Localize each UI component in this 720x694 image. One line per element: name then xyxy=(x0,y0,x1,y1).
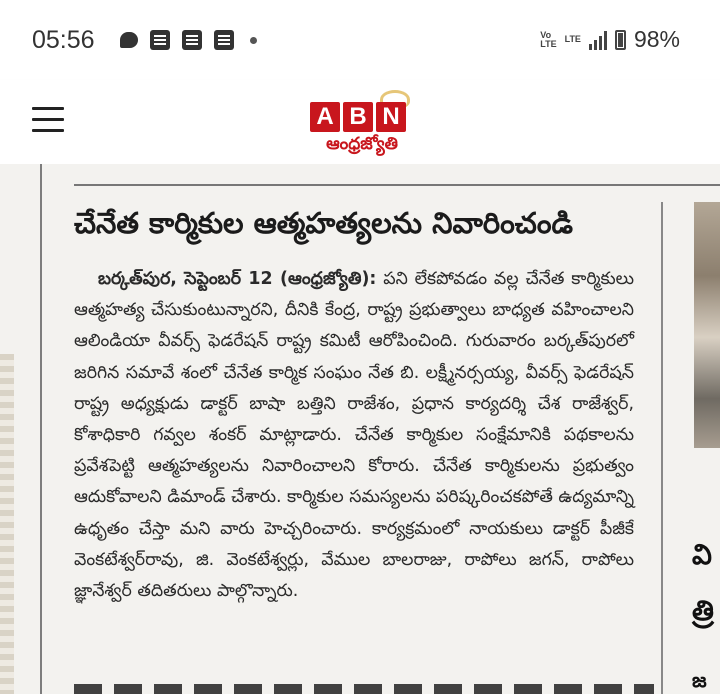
logo-letter: N xyxy=(376,102,406,132)
logo-script: ఆంధ్రజ్యోతి xyxy=(326,134,398,154)
volte-icon xyxy=(540,31,556,49)
adjacent-photo xyxy=(694,202,720,448)
status-time: 05:56 xyxy=(32,26,95,54)
column-divider xyxy=(661,202,663,694)
status-indicators xyxy=(540,26,680,53)
message-notification-icon xyxy=(214,30,234,50)
status-bar xyxy=(0,0,720,80)
article-text: పని లేకపోవడం వల్ల చేనేత కార్మికులు ఆత్మహత్య చేసుకుంటున్నారని, దీనికి కేంద్ర, రాష్ట్ర ప్రభుత్వాలు బాధ్యత వహించాలని ఆలిండియా వీవర్స్ ఫెడరేషన్ రాష్ట్ర కమిటీ ఆరోపించింది. గురువారం బర్కత్‌పురలో జరిగిన సమావే శంలో చేనేత కార్మిక సంఘం నేత బి. లక్ష్మీనర్సయ్య, వీవర్స్ ఫెడరేషన్ రాష్ట్ర అధ్యక్షుడు డాక్టర్ బాషా బత్తిని రాజేశం, ప్రధాన కార్యదర్శి చేశ రాజేశ్వర్, కోశాధికారి గవ్వల శంకర్ మాట్లాడారు. చేనేత కార్మికుల సంక్షేమానికి పథకాలను ప్రవేశపెట్టి ఆత్మహత్యలను నివారించాలని కోరారు. చేనేత కార్మికులను ప్రభుత్వం ఆదుకోవాలని డిమాండ్ చేశారు. కార్మికుల సమస్యలను పరిష్కరించకపోతే ఉద్యమాన్ని ఉధృతం చేస్తా మని వారు హెచ్చరించారు. కార్యక్రమంలో నాయకులు డాక్టర్ పీజీకే వెంకటేశ్వర్‌రావు, జి. వెంకటేశ్వర్లు, వేముల బాలరాజు, రాపోలు జగన్, రాపోలు జ్ఞానేశ్వర్ తదితరులు పాల్గొన్నారు. xyxy=(74,269,634,602)
adjacent-text-fragment: జ xyxy=(692,668,707,692)
abn-andhrajyothy-logo[interactable] xyxy=(310,90,414,160)
hamburger-menu-icon[interactable] xyxy=(32,107,64,133)
article-headline: చేనేత కార్మికుల ఆత్మహత్యలను నివారించండి xyxy=(74,206,573,240)
notification-icons xyxy=(120,30,257,50)
top-rule xyxy=(74,184,720,186)
logo-letter: A xyxy=(310,102,340,132)
article-body xyxy=(74,264,634,607)
battery-percentage: 98% xyxy=(633,26,680,52)
volte-lte-label: LTE xyxy=(540,38,557,49)
lte-label: LTE xyxy=(564,34,581,44)
newspaper-clipping xyxy=(0,164,720,694)
article-dateline: బర్కత్‌పుర, సెప్టెంబర్ 12 (ఆంధ్రజ్యోతి): xyxy=(98,269,377,289)
column-divider xyxy=(40,164,42,694)
logo-letter: B xyxy=(343,102,373,132)
volte-label: Vo xyxy=(540,29,552,40)
more-notifications-dot-icon xyxy=(250,37,257,44)
message-notification-icon xyxy=(150,30,170,50)
logo-letters xyxy=(310,102,406,132)
adjacent-text-fragment: త్రి xyxy=(692,594,714,627)
app-header xyxy=(0,80,720,164)
battery-icon xyxy=(615,30,626,50)
message-notification-icon xyxy=(182,30,202,50)
adjacent-column-edge xyxy=(0,354,14,694)
chat-notification-icon xyxy=(120,32,138,48)
signal-strength-icon xyxy=(589,30,607,50)
next-headline-fragment xyxy=(74,684,654,694)
adjacent-text-fragment: వి xyxy=(692,538,712,571)
